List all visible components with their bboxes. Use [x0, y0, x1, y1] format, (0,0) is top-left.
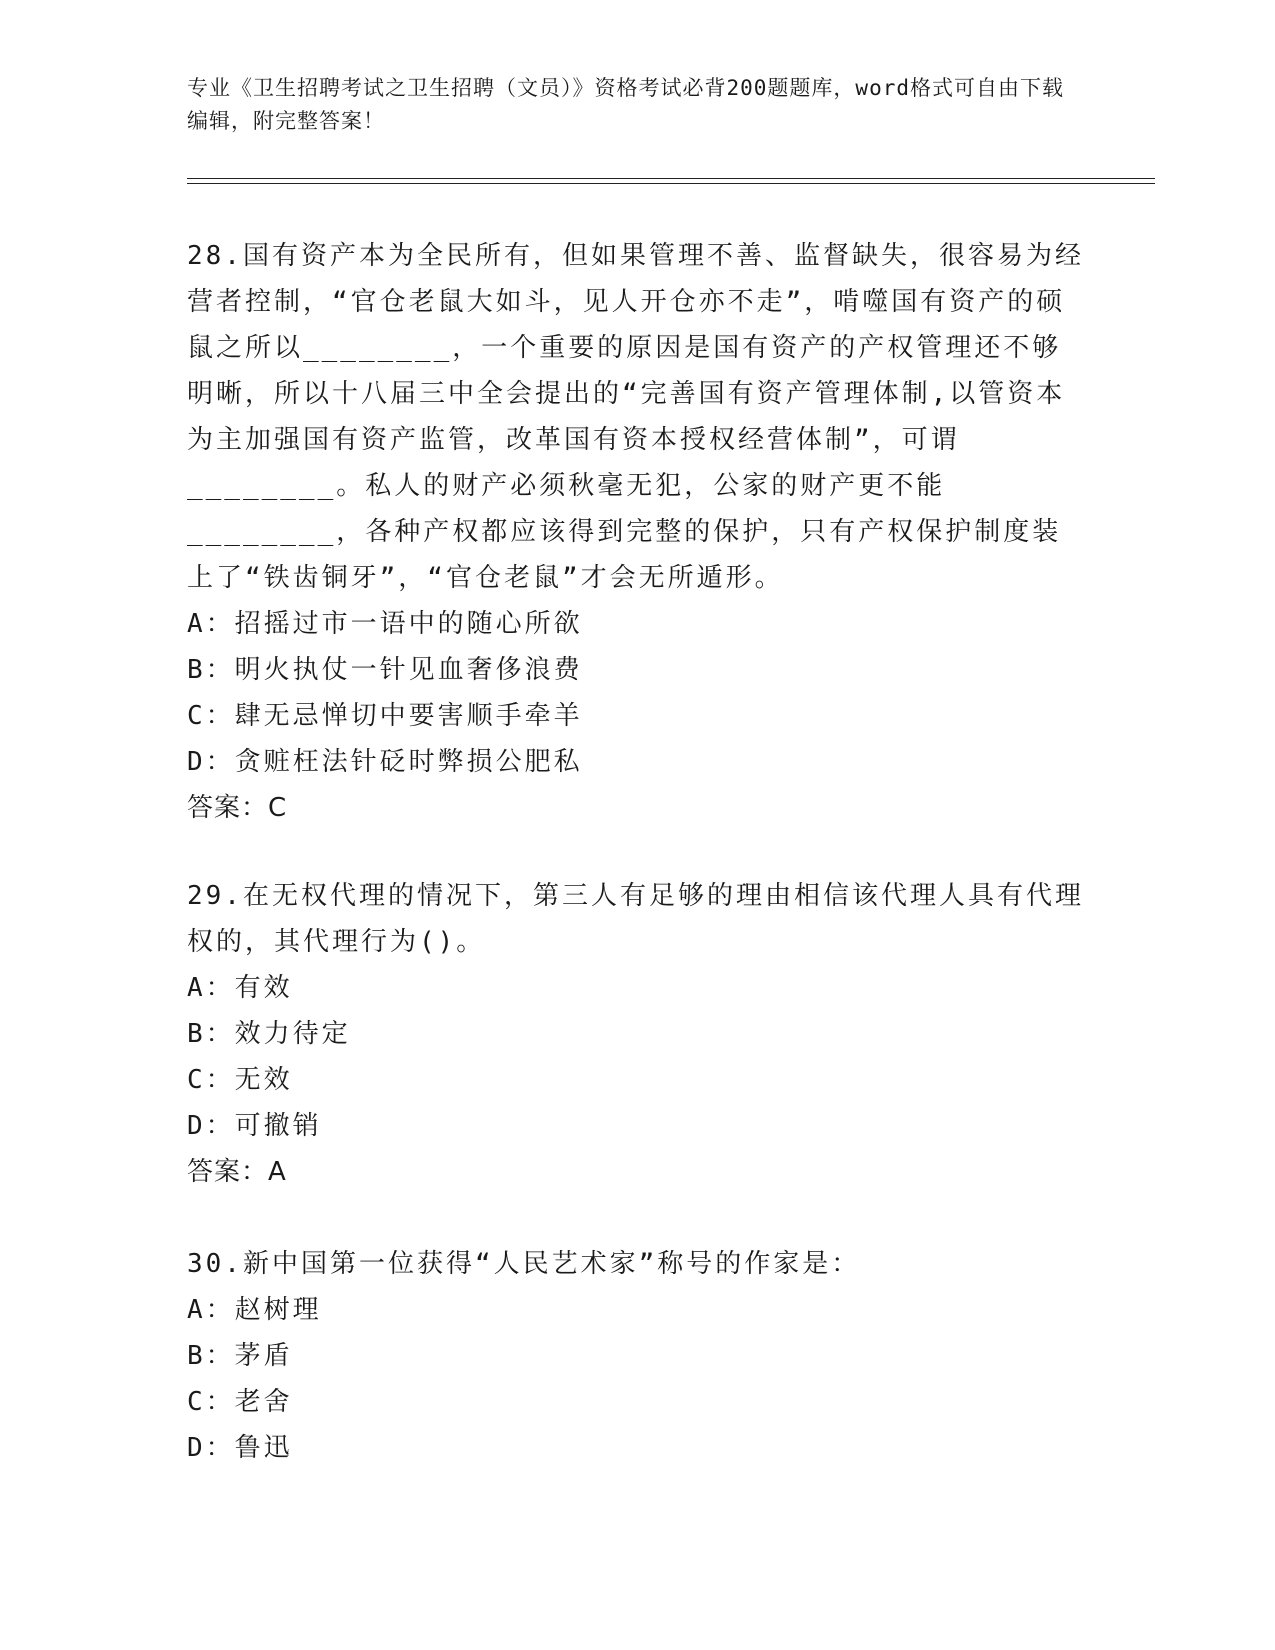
option-b: B：茅盾: [187, 1341, 293, 1371]
option-a: A：有效: [187, 973, 293, 1003]
option-c: C：无效: [187, 1065, 293, 1095]
option-d: D：可撤销: [187, 1111, 322, 1141]
option-d: D：贪赃枉法针砭时弊损公肥私: [187, 747, 583, 777]
question-30: [187, 1241, 1087, 1471]
option-d: D：鲁迅: [187, 1433, 293, 1463]
question-29: [187, 873, 1087, 1195]
question-28: [187, 233, 1087, 831]
header-divider-bottom: [187, 183, 1155, 184]
header-divider-top: [187, 178, 1155, 179]
option-b: B：明火执仗一针见血奢侈浪费: [187, 655, 583, 685]
option-a: A：招摇过市一语中的随心所欲: [187, 609, 583, 639]
question-stem: 28.国有资产本为全民所有，但如果管理不善、监督缺失，很容易为经营者控制，“官仓老鼠大如斗，见人开仓亦不走”，啃噬国有资产的硕鼠之所以________，一个重要的原因是国有资产的产权管理还不够明晰，所以十八届三中全会提出的“完善国有资产管理体制,以管资本为主加强国有资产监管，改革国有资本授权经营体制”，可谓________。私人的财产必须秋毫无犯，公家的财产更不能________，各种产权都应该得到完整的保护，只有产权保护制度装上了“铁齿铜牙”，“官仓老鼠”才会无所遁形。: [187, 241, 1084, 593]
answer: 答案：A: [187, 1157, 287, 1187]
option-c: C：老舍: [187, 1387, 293, 1417]
document-header: 专业《卫生招聘考试之卫生招聘（文员）》资格考试必背200题题库，word格式可自由下载编辑，附完整答案！: [187, 76, 1064, 133]
option-a: A：赵树理: [187, 1295, 322, 1325]
answer: 答案：C: [187, 793, 288, 823]
option-c: C：肆无忌惮切中要害顺手牵羊: [187, 701, 583, 731]
question-stem: 29.在无权代理的情况下，第三人有足够的理由相信该代理人具有代理权的，其代理行为()。: [187, 881, 1084, 957]
question-stem: 30.新中国第一位获得“人民艺术家”称号的作家是：: [187, 1249, 861, 1279]
option-b: B：效力待定: [187, 1019, 351, 1049]
